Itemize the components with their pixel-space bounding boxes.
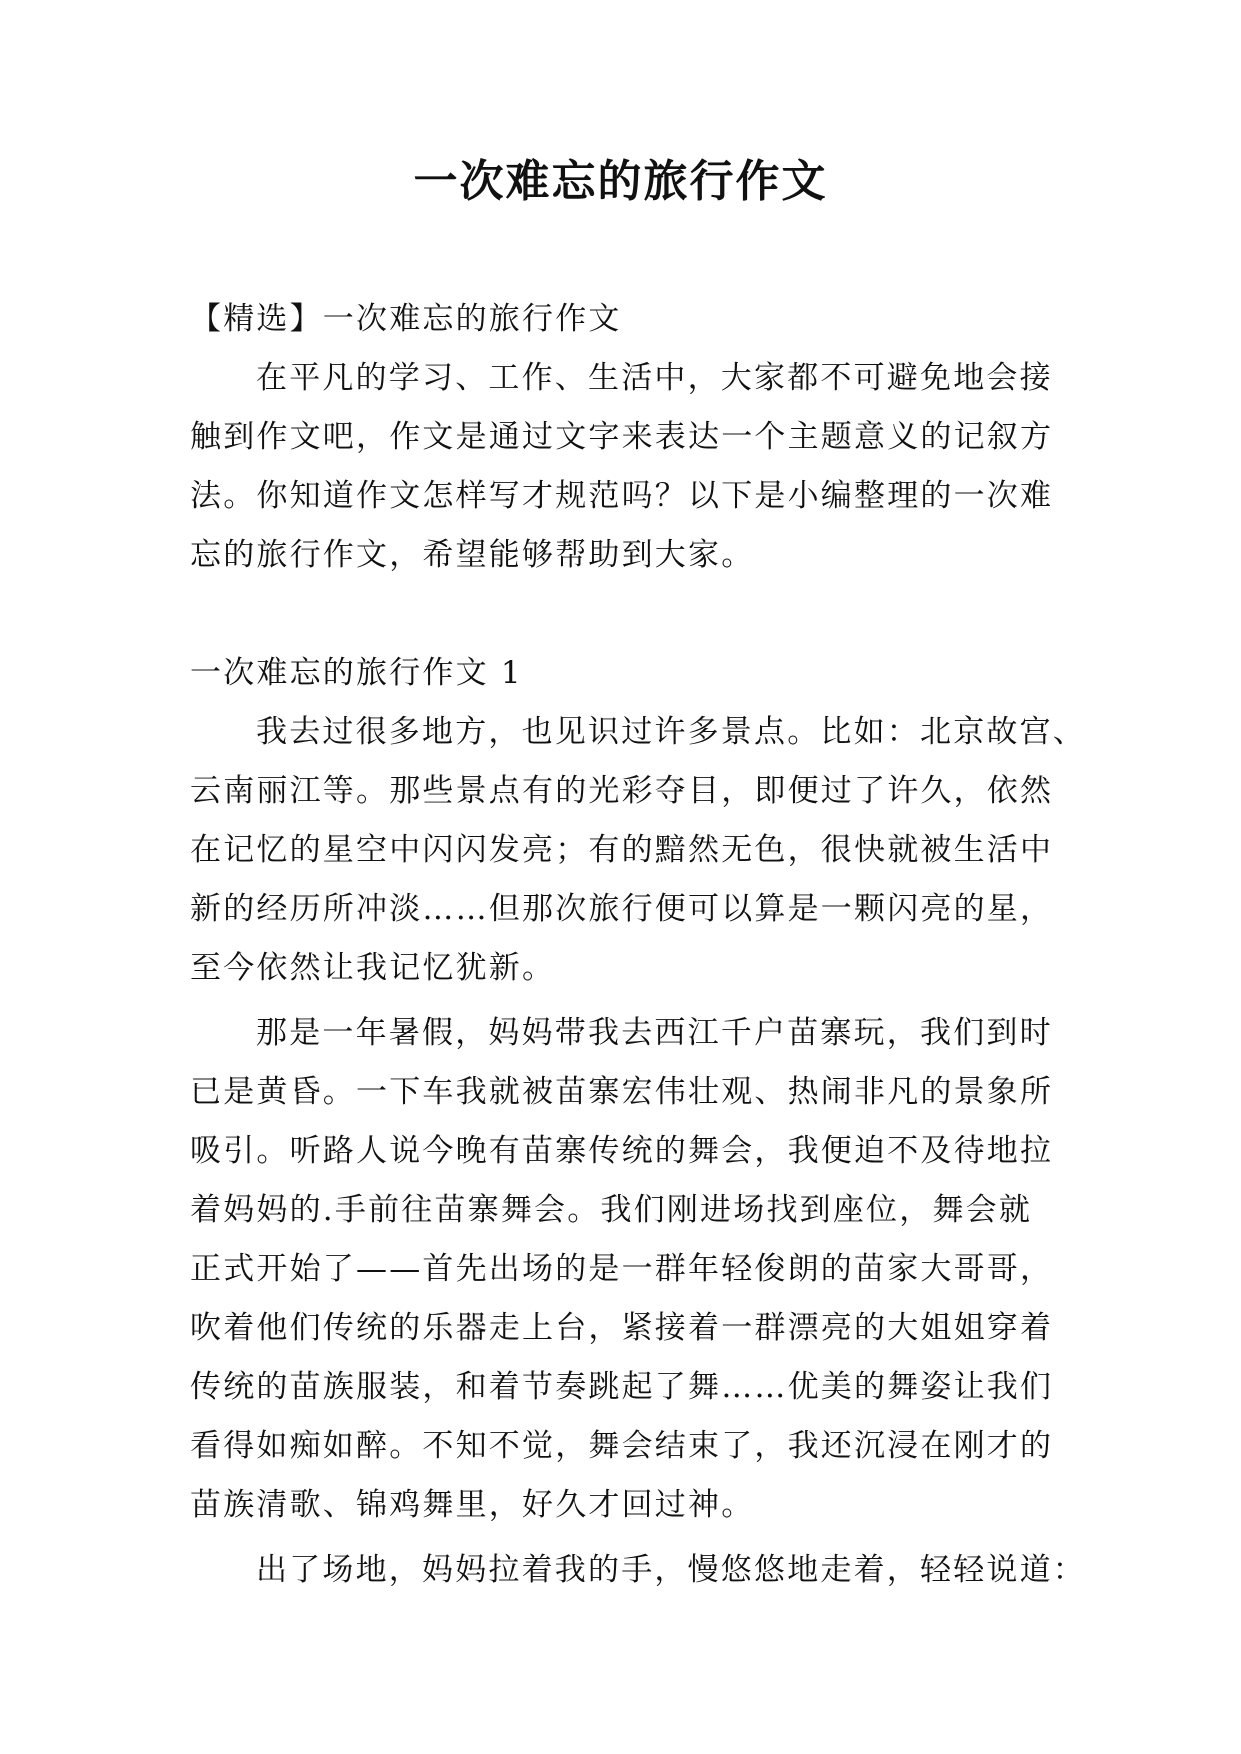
- text-line: 法。你知道作文怎样写才规范吗？以下是小编整理的一次难: [190, 478, 1054, 514]
- paragraph-3: [190, 1541, 1086, 1600]
- text-line: 那是一年暑假，妈妈带我去西江千户苗寨玩，我们到时: [256, 1015, 1053, 1051]
- paragraph-1: [190, 703, 1086, 998]
- text-line: 出了场地，妈妈拉着我的手，慢悠悠地走着，轻轻说道：: [256, 1552, 1086, 1588]
- text-line: 在记忆的星空中闪闪发亮；有的黯然无色，很快就被生活中: [190, 832, 1054, 868]
- text-line: 吸引。听路人说今晚有苗寨传统的舞会，我便迫不及待地拉: [190, 1133, 1054, 1169]
- text-line: 触到作文吧，作文是通过文字来表达一个主题意义的记叙方: [190, 419, 1054, 455]
- text-line: 着妈妈的.手前往苗寨舞会。我们刚进场找到座位，舞会就: [190, 1192, 1033, 1228]
- text-line: 看得如痴如醉。不知不觉，舞会结束了，我还沉浸在刚才的: [190, 1428, 1054, 1464]
- text-line: 传统的苗族服装，和着节奏跳起了舞……优美的舞姿让我们: [190, 1369, 1054, 1405]
- text-line: 新的经历所冲淡……但那次旅行便可以算是一颗闪亮的星，: [190, 891, 1054, 927]
- section-heading: 一次难忘的旅行作文 1: [190, 655, 523, 691]
- document-body: [190, 290, 1086, 1600]
- text-line: 云南丽江等。那些景点有的光彩夺目，即便过了许久，依然: [190, 773, 1054, 809]
- text-line: 正式开始了——首先出场的是一群年轻俊朗的苗家大哥哥，: [190, 1251, 1054, 1287]
- text-line: 至今依然让我记忆犹新。: [190, 950, 556, 986]
- text-line: 吹着他们传统的乐器走上台，紧接着一群漂亮的大姐姐穿着: [190, 1310, 1054, 1346]
- text-line: 忘的旅行作文，希望能够帮助到大家。: [190, 537, 755, 573]
- text-line: 已是黄昏。一下车我就被苗寨宏伟壮观、热闹非凡的景象所: [190, 1074, 1054, 1110]
- paragraph-2: [190, 1004, 1054, 1535]
- blank-line: [190, 585, 1050, 644]
- text-line: 苗族清歌、锦鸡舞里，好久才回过神。: [190, 1487, 755, 1523]
- subtitle-line: 【精选】一次难忘的旅行作文: [190, 301, 622, 337]
- text-line: 我去过很多地方，也见识过许多景点。比如：北京故宫、: [256, 714, 1086, 750]
- text-line: 在平凡的学习、工作、生活中，大家都不可避免地会接: [256, 360, 1053, 396]
- intro-paragraph: [190, 349, 1054, 585]
- document-title: 一次难忘的旅行作文: [413, 156, 828, 207]
